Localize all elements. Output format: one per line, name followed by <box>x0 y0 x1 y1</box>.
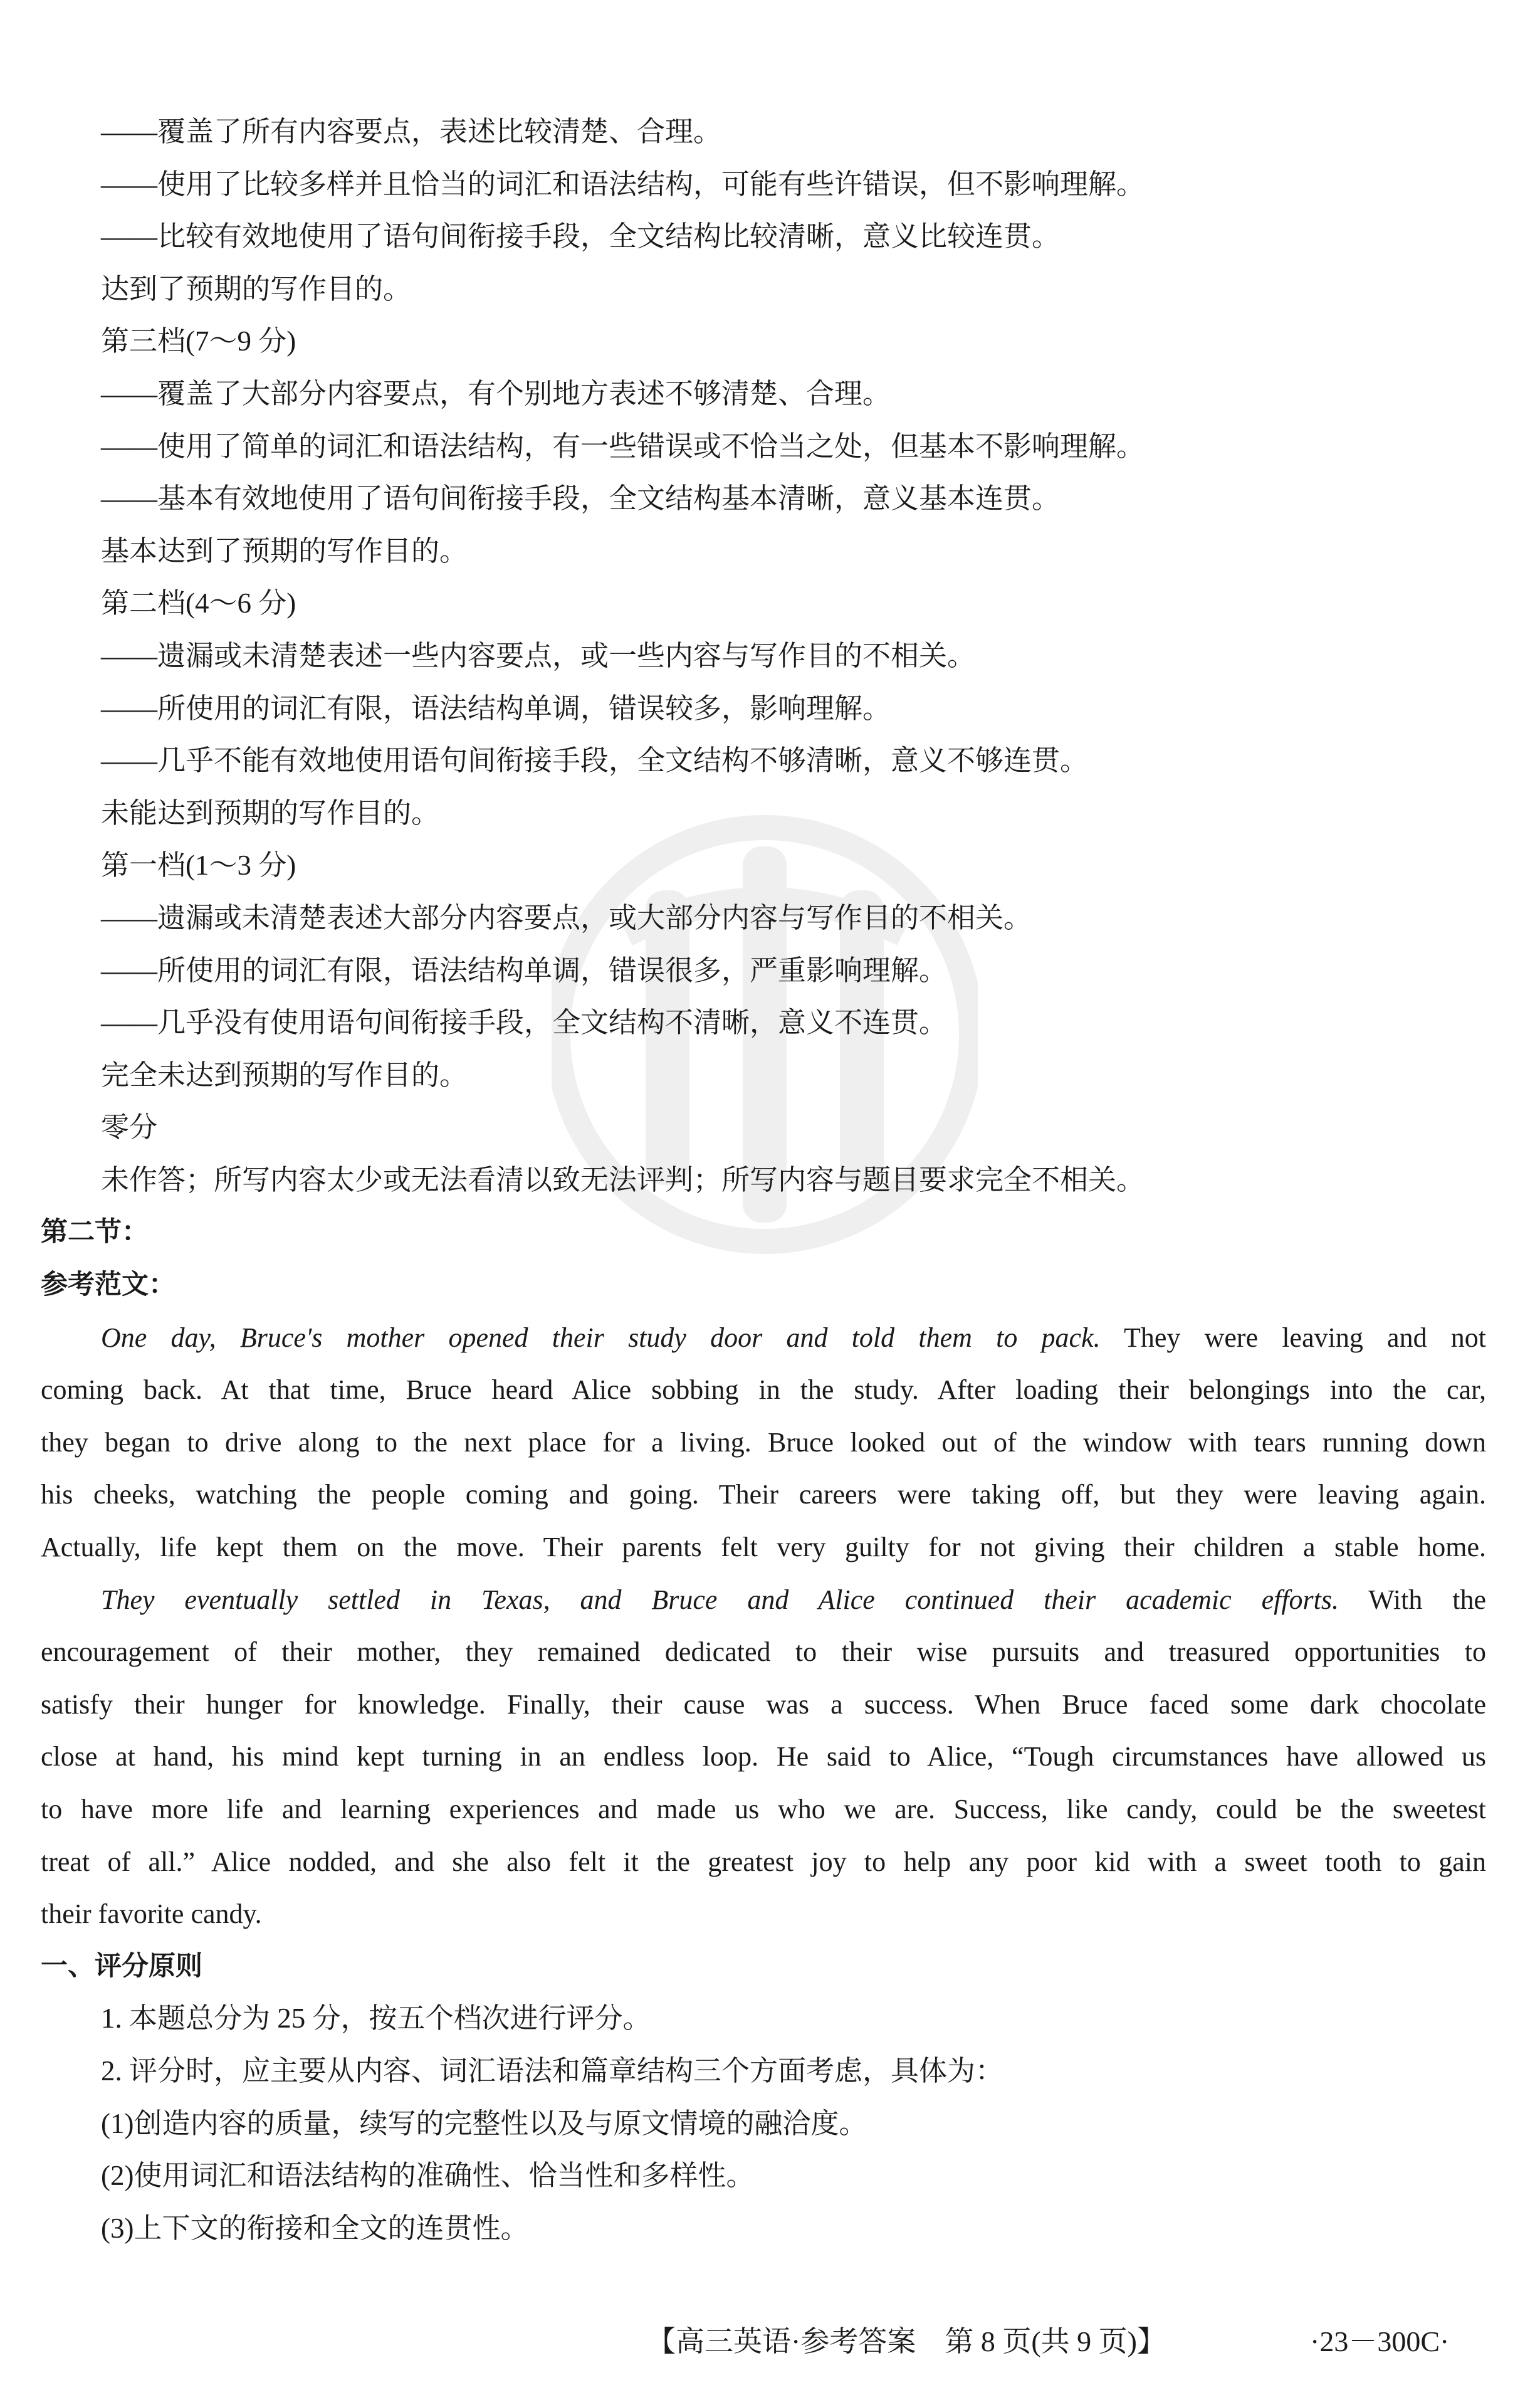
essay-line: encouragement of their mother, they remained dedicated to their wise pursuits and treasured opportunities to <box>41 1636 1486 1668</box>
criteria-line: ——几乎没有使用语句间衔接手段，全文结构不清晰，意义不连贯。 <box>101 1007 948 1039</box>
grade-level-title: 第三档(7～9 分) <box>101 325 296 357</box>
page-footer <box>0 2320 1540 2364</box>
essay-line: close at hand, his mind kept turning in an endless loop. He said to Alice, “Tough circumstances have allowed us <box>41 1741 1486 1772</box>
essay-line <box>41 1312 1486 1364</box>
criteria-line: ——使用了简单的词汇和语法结构，有一些错误或不恰当之处，但基本不影响理解。 <box>101 430 1145 462</box>
criteria-summary: 基本达到了预期的写作目的。 <box>101 535 468 567</box>
criteria-line: ——遗漏或未清楚表述大部分内容要点，或大部分内容与写作目的不相关。 <box>101 902 1032 934</box>
essay-line: Actually, life kept them on the move. Their parents felt very guilty for not giving their children a stable home. <box>41 1532 1486 1563</box>
essay-line: coming back. At that time, Bruce heard Alice sobbing in the study. After loading their belongings into the car, <box>41 1374 1486 1406</box>
essay-given-sentence: One day, Bruce's mother opened their study door and told them to pack. <box>101 1322 1101 1353</box>
essay-line: treat of all.” Alice nodded, and she also felt it the greatest joy to help any poor kid with a sweet tooth to gain <box>41 1846 1486 1877</box>
criteria-line: ——覆盖了所有内容要点，表述比较清楚、合理。 <box>101 116 722 147</box>
answer-key-content <box>0 106 1540 2255</box>
principle-item: 2. 评分时，应主要从内容、词汇语法和篇章结构三个方面考虑，具体为： <box>101 2055 1004 2087</box>
criteria-summary: 达到了预期的写作目的。 <box>101 273 412 305</box>
criteria-line: ——比较有效地使用了语句间衔接手段，全文结构比较清晰，意义比较连贯。 <box>101 221 1061 253</box>
essay-given-sentence: They eventually settled in Texas, and Bruce and Alice continued their academic efforts. <box>101 1584 1339 1615</box>
essay-line <box>41 1574 1486 1626</box>
section-heading: 第二节： <box>41 1216 149 1248</box>
essay-text: They were leaving and not <box>1100 1322 1486 1353</box>
grade-level-title: 第一档(1～3 分) <box>101 850 296 882</box>
page-number-label: 【高三英语·参考答案 第 8 页(共 9 页)】 <box>647 2325 1166 2357</box>
essay-line: his cheeks, watching the people coming and going. Their careers were taking off, but they were leaving again. <box>41 1479 1486 1510</box>
essay-line: they began to drive along to the next place for a living. Bruce looked out of the window with tears running down <box>41 1426 1486 1458</box>
principle-item: (2)使用词汇和语法结构的准确性、恰当性和多样性。 <box>101 2160 755 2192</box>
essay-line: satisfy their hunger for knowledge. Finally, their cause was a success. When Bruce faced some dark chocolate <box>41 1688 1486 1720</box>
principle-item: (1)创造内容的质量，续写的完整性以及与原文情境的融洽度。 <box>101 2107 867 2139</box>
principle-item: 1. 本题总分为 25 分，按五个档次进行评分。 <box>101 2003 651 2035</box>
criteria-line: ——几乎不能有效地使用语句间衔接手段，全文结构不够清晰，意义不够连贯。 <box>101 745 1089 777</box>
principles-heading: 一、评分原则 <box>41 1950 202 1982</box>
document-code: ·23－300C· <box>1310 2325 1450 2357</box>
sample-essay-heading: 参考范文： <box>41 1269 175 1301</box>
grade-level-title: 零分 <box>101 1112 158 1144</box>
criteria-line: ——所使用的词汇有限，语法结构单调，错误较多，影响理解。 <box>101 692 891 724</box>
criteria-summary: 完全未达到预期的写作目的。 <box>101 1059 468 1091</box>
grade-level-title: 第二档(4～6 分) <box>101 587 296 619</box>
criteria-line: ——所使用的词汇有限，语法结构单调，错误很多，严重影响理解。 <box>101 954 948 986</box>
criteria-line: ——基本有效地使用了语句间衔接手段，全文结构基本清晰，意义基本连贯。 <box>101 483 1061 515</box>
criteria-line: ——遗漏或未清楚表述一些内容要点，或一些内容与写作目的不相关。 <box>101 640 976 671</box>
essay-text: With the <box>1339 1584 1486 1615</box>
criteria-line: 未作答；所写内容太少或无法看清以致无法评判；所写内容与题目要求完全不相关。 <box>101 1164 1145 1196</box>
criteria-line: ——覆盖了大部分内容要点，有个别地方表述不够清楚、合理。 <box>101 377 891 409</box>
essay-line: to have more life and learning experiences and made us who we are. Success, like candy, could be the sweetest <box>41 1794 1486 1824</box>
criteria-line: ——使用了比较多样并且恰当的词汇和语法结构，可能有些许错误，但不影响理解。 <box>101 168 1145 200</box>
essay-line: their favorite candy. <box>41 1898 262 1930</box>
principle-item: (3)上下文的衔接和全文的连贯性。 <box>101 2212 529 2244</box>
criteria-summary: 未能达到预期的写作目的。 <box>101 797 440 829</box>
